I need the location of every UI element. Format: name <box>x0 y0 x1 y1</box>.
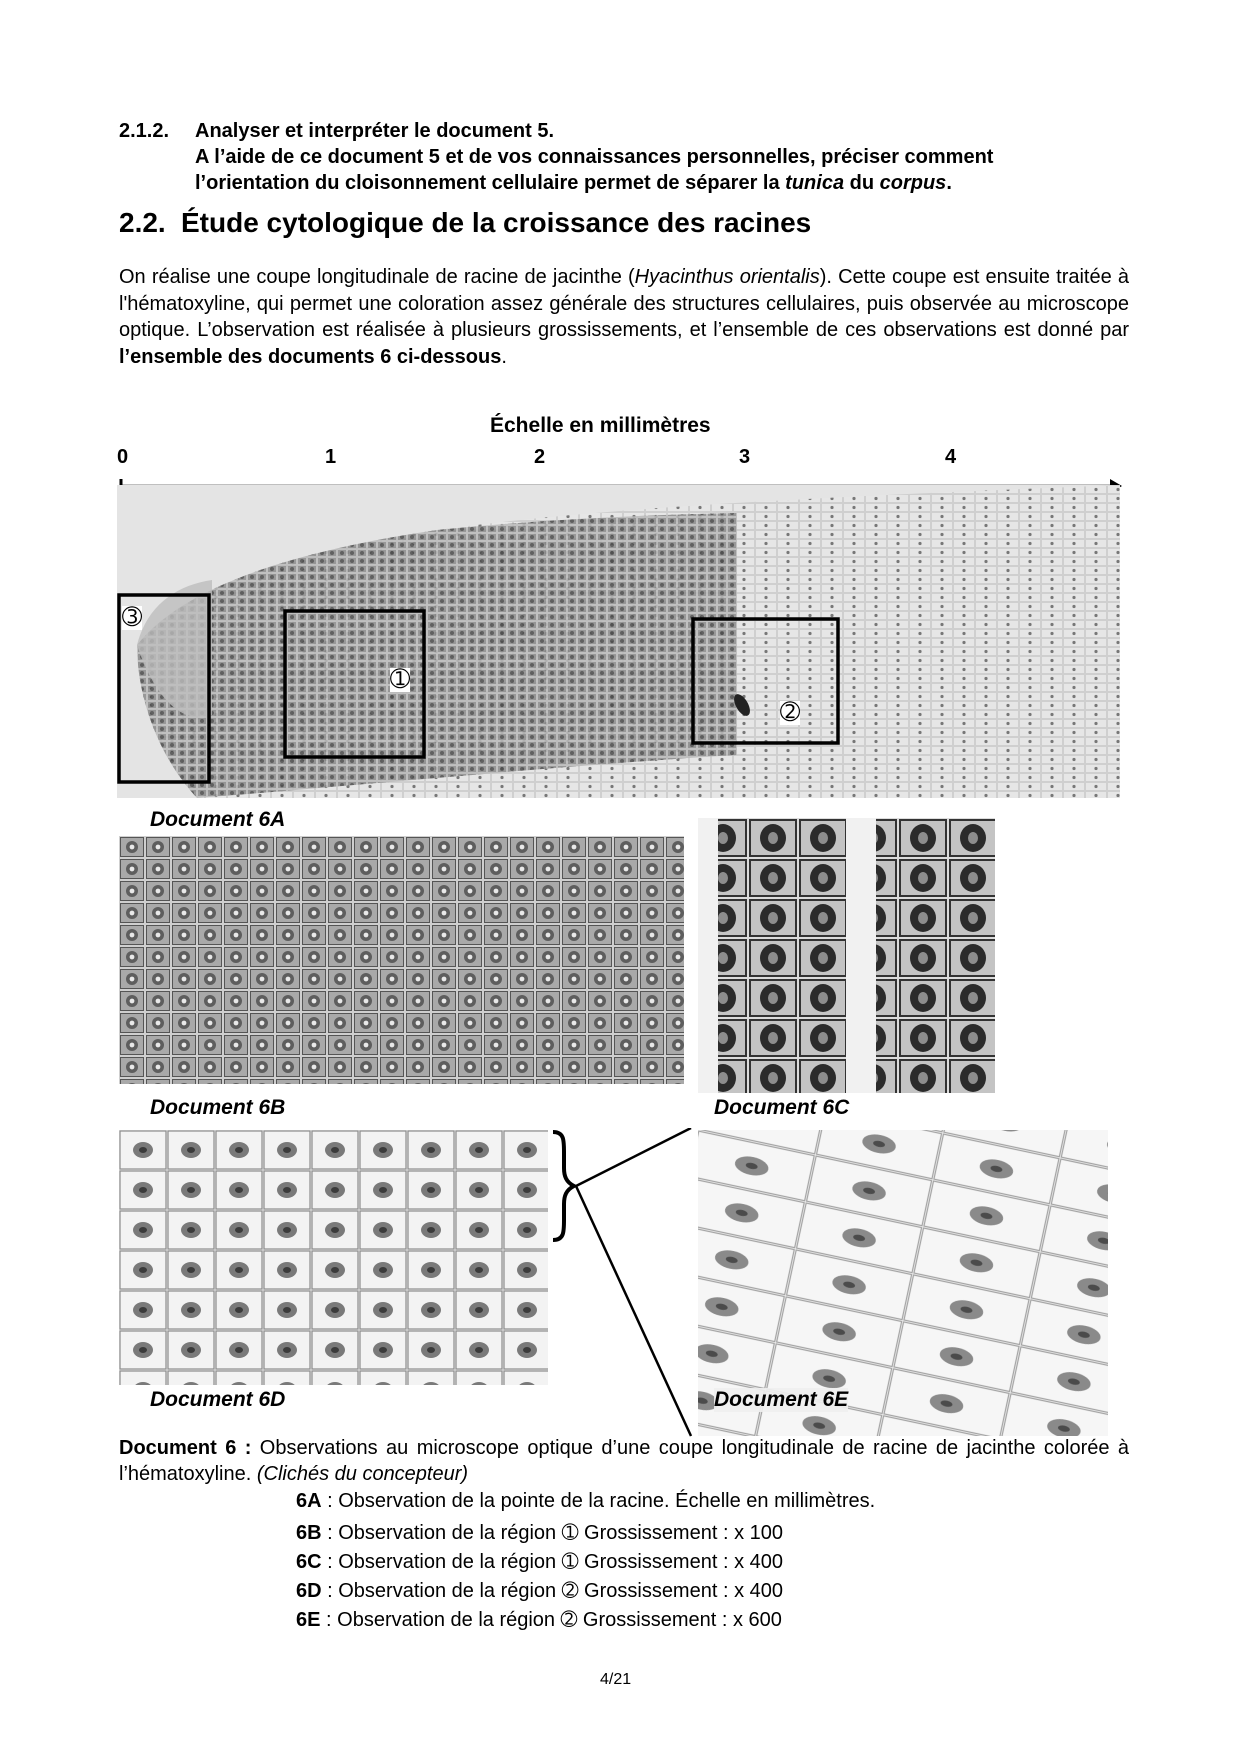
label-doc-6c: Document 6C <box>714 1096 850 1119</box>
page-number: 4/21 <box>600 1671 632 1688</box>
question-line-3-end: . <box>946 172 952 194</box>
section-number: 2.2. <box>119 207 166 238</box>
intro-end: . <box>501 345 507 368</box>
label-doc-6d: Document 6D <box>150 1388 286 1411</box>
intro-text-2: ). Cette coupe est ensuite traitée à l'hématoxyline, qui permet une coloration assez générale des structures cellulaires, puis observée au microscope optique. L’observation est réalisée à plusieurs grossissements, et l’ensemble de ces observations est donné par <box>119 266 1130 341</box>
intro-text-1: On réalise une coupe longitudinale de racine de jacinthe ( <box>119 266 635 288</box>
doc-6b-illustration <box>119 836 684 1084</box>
scale-title: Échelle en millimètres <box>490 414 711 437</box>
section-title-text: Étude cytologique de la croissance des racines <box>181 207 812 238</box>
question-line-1: Analyser et interpréter le document 5. <box>195 120 555 142</box>
label-doc-6a: Document 6A <box>150 808 286 831</box>
doc-6d-illustration <box>119 1130 548 1385</box>
intro-paragraph <box>119 264 1129 370</box>
legend-code: 6C <box>296 1551 322 1573</box>
scale-tick-4: 4 <box>945 446 957 468</box>
legend-item <box>296 1607 782 1632</box>
question-number: 2.1.2. <box>119 120 170 142</box>
scale-tick-0: 0 <box>117 446 129 468</box>
scale-tick-1: 1 <box>325 446 337 468</box>
root-tip-photo <box>117 485 1120 798</box>
root-tip-illustration <box>117 485 1120 798</box>
legend-text: : Observation de la région ➁ Grossissement : x 400 <box>321 1580 783 1602</box>
region-2-marker: ➁ <box>780 699 801 726</box>
caption-lead: Document 6 : <box>119 1437 252 1459</box>
doc-6d-photo <box>119 1130 548 1385</box>
legend-text: : Observation de la région ➁ Grossissement : x 600 <box>320 1609 782 1631</box>
legend-item <box>296 1578 783 1603</box>
legend-text: : Observation de la pointe de la racine. Échelle en millimètres. <box>321 1490 876 1512</box>
doc-6b-photo <box>119 836 684 1084</box>
legend-item <box>296 1549 783 1574</box>
question-tunica: tunica <box>785 172 845 194</box>
legend-text: : Observation de la région ➀ Grossissement : x 400 <box>321 1551 783 1573</box>
scale-tick-3: 3 <box>739 446 751 468</box>
legend-item <box>296 1520 783 1545</box>
doc-6c-photo <box>698 818 995 1093</box>
legend-item <box>296 1490 875 1513</box>
caption-credit: (Clichés du concepteur) <box>256 1463 469 1485</box>
document-caption <box>119 1435 1129 1487</box>
question-corpus: corpus <box>879 172 947 194</box>
legend-code: 6A <box>296 1490 322 1512</box>
legend-code: 6B <box>296 1522 322 1544</box>
caption-text: Observations au microscope optique d’une coupe longitudinale de racine de jacinthe colorée à l’hématoxyline. <box>119 1437 1130 1485</box>
region-1-marker: ➀ <box>390 666 411 693</box>
label-doc-6e: Document 6E <box>714 1388 849 1411</box>
label-doc-6b: Document 6B <box>150 1096 286 1119</box>
legend-code: 6D <box>296 1580 322 1602</box>
question-line-3-text: l’orientation du cloisonnement cellulaire permet de séparer la <box>195 172 786 194</box>
section-title <box>119 207 811 239</box>
doc-6c-illustration <box>698 818 995 1093</box>
intro-bold: l’ensemble des documents 6 ci-dessous <box>119 345 502 368</box>
region-3-marker: ➂ <box>122 604 143 631</box>
zoom-connector <box>546 1128 711 1438</box>
scale-tick-2: 2 <box>534 446 546 468</box>
legend-code: 6E <box>296 1609 321 1631</box>
question-line-3-du: du <box>844 172 880 194</box>
question-line-2: A l’aide de ce document 5 et de vos connaissances personnelles, préciser comment <box>195 146 994 168</box>
question-line-3 <box>195 172 952 195</box>
intro-species: Hyacinthus orientalis <box>634 266 820 288</box>
legend-text: : Observation de la région ➀ Grossissement : x 100 <box>321 1522 783 1544</box>
